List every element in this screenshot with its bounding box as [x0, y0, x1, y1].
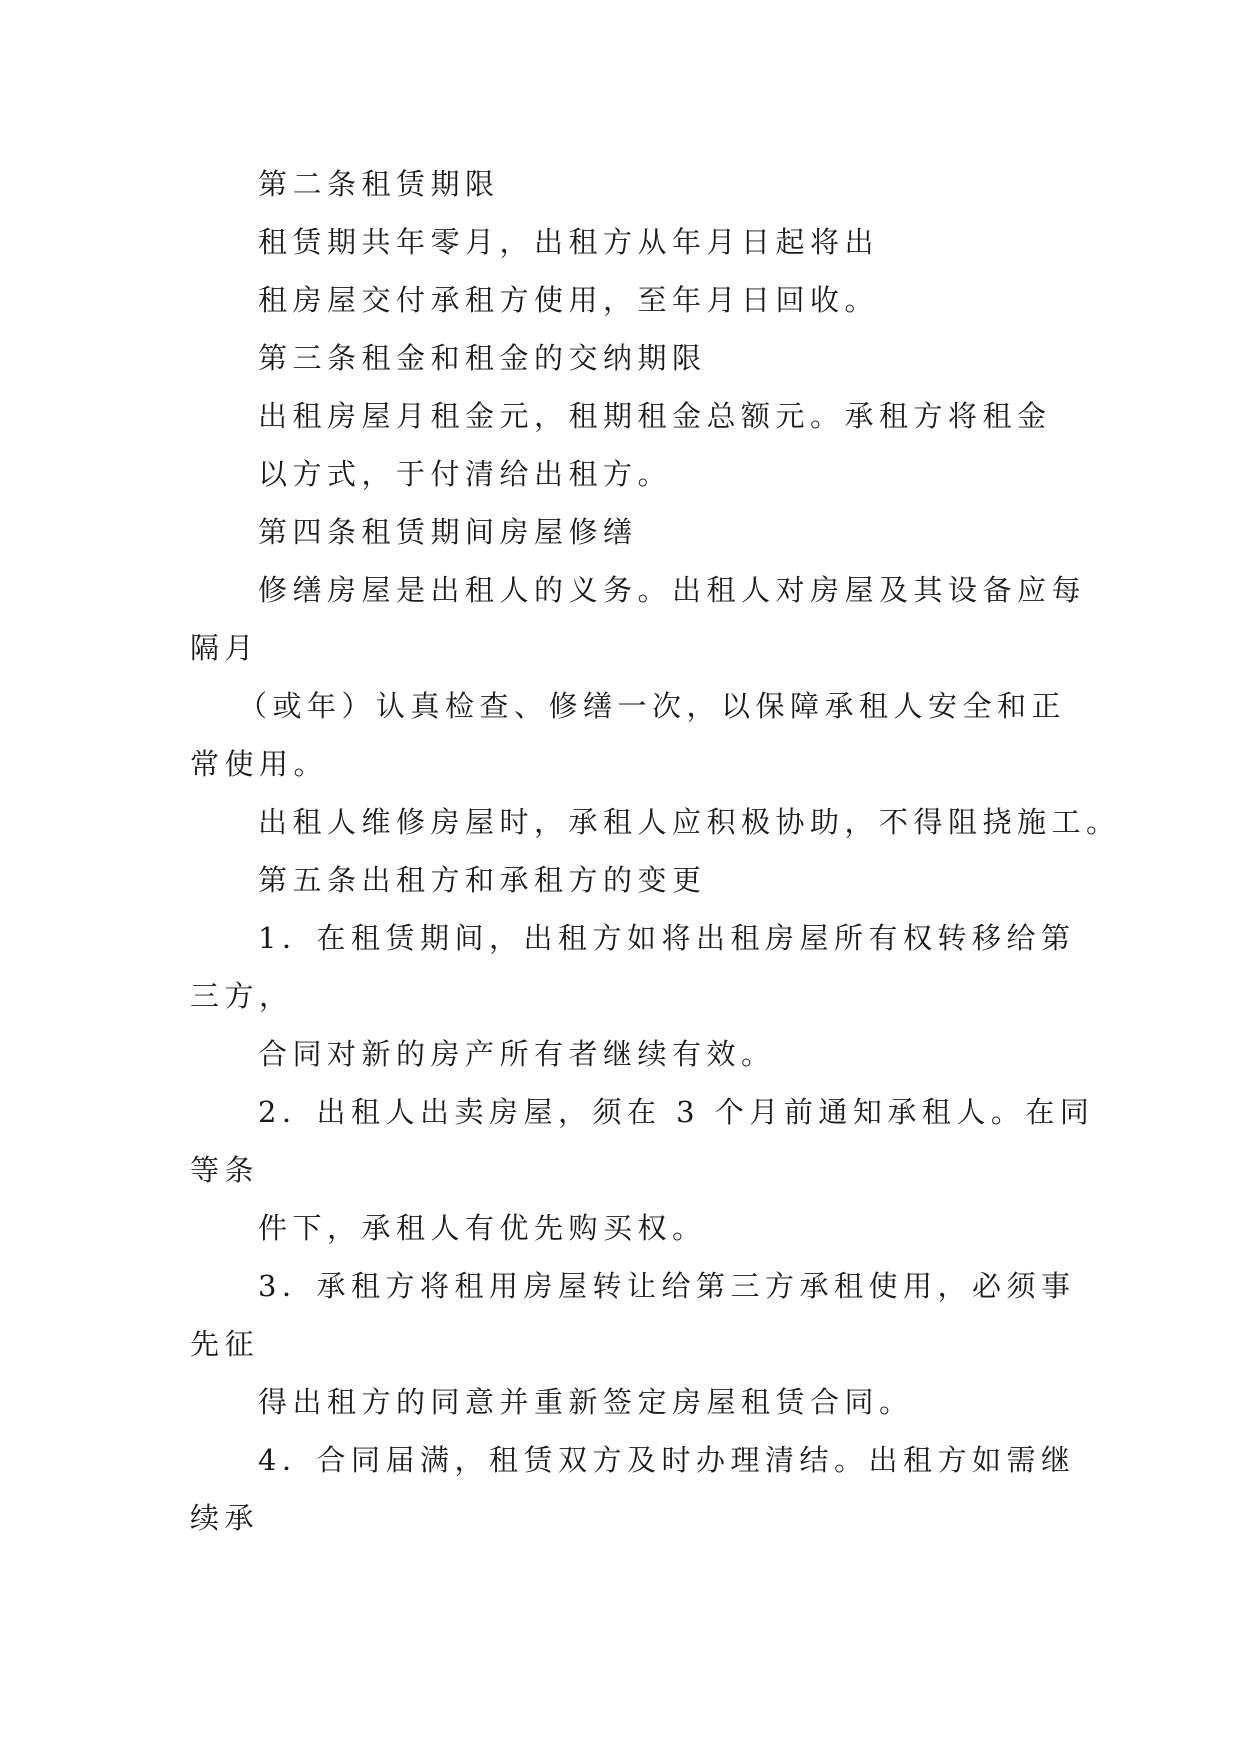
paragraph-line: 等条 [190, 1153, 260, 1187]
list-item-2: 2．出租人出卖房屋，须在 3 个月前通知承租人。在同 [258, 1095, 1095, 1129]
paragraph-line: 出租人维修房屋时，承租人应积极协助，不得阻挠施工。 [258, 805, 1121, 839]
paragraph-line: 修缮房屋是出租人的义务。出租人对房屋及其设备应每 [258, 573, 1087, 607]
article-5-heading: 第五条出租方和承租方的变更 [258, 863, 707, 897]
article-3-heading: 第三条租金和租金的交纳期限 [258, 341, 707, 375]
paragraph-line: 先征 [190, 1327, 260, 1361]
paragraph-line: （或年）认真检查、修缮一次，以保障承租人安全和正 [238, 689, 1067, 723]
paragraph-line: 合同对新的房产所有者继续有效。 [258, 1037, 776, 1071]
list-item-3: 3．承租方将租用房屋转让给第三方承租使用，必须事 [258, 1269, 1076, 1303]
paragraph-line: 租赁期共年零月，出租方从年月日起将出 [258, 225, 880, 259]
paragraph-line: 隔月 [190, 631, 260, 665]
paragraph-line: 租房屋交付承租方使用，至年月日回收。 [258, 283, 880, 317]
paragraph-line: 三方， [190, 979, 294, 1013]
paragraph-line: 以方式，于付清给出租方。 [258, 457, 673, 491]
article-2-heading: 第二条租赁期限 [258, 167, 500, 201]
paragraph-line: 常使用。 [190, 747, 329, 781]
article-4-heading: 第四条租赁期间房屋修缮 [258, 515, 638, 549]
paragraph-line: 出租房屋月租金元，租期租金总额元。承租方将租金 [258, 399, 1052, 433]
list-item-1: 1．在租赁期间，出租方如将出租房屋所有权转移给第 [258, 921, 1076, 955]
paragraph-line: 件下，承租人有优先购买权。 [258, 1211, 707, 1245]
paragraph-line: 得出租方的同意并重新签定房屋租赁合同。 [258, 1385, 914, 1419]
paragraph-line: 续承 [190, 1501, 260, 1535]
list-item-4: 4．合同届满，租赁双方及时办理清结。出租方如需继 [258, 1443, 1076, 1477]
